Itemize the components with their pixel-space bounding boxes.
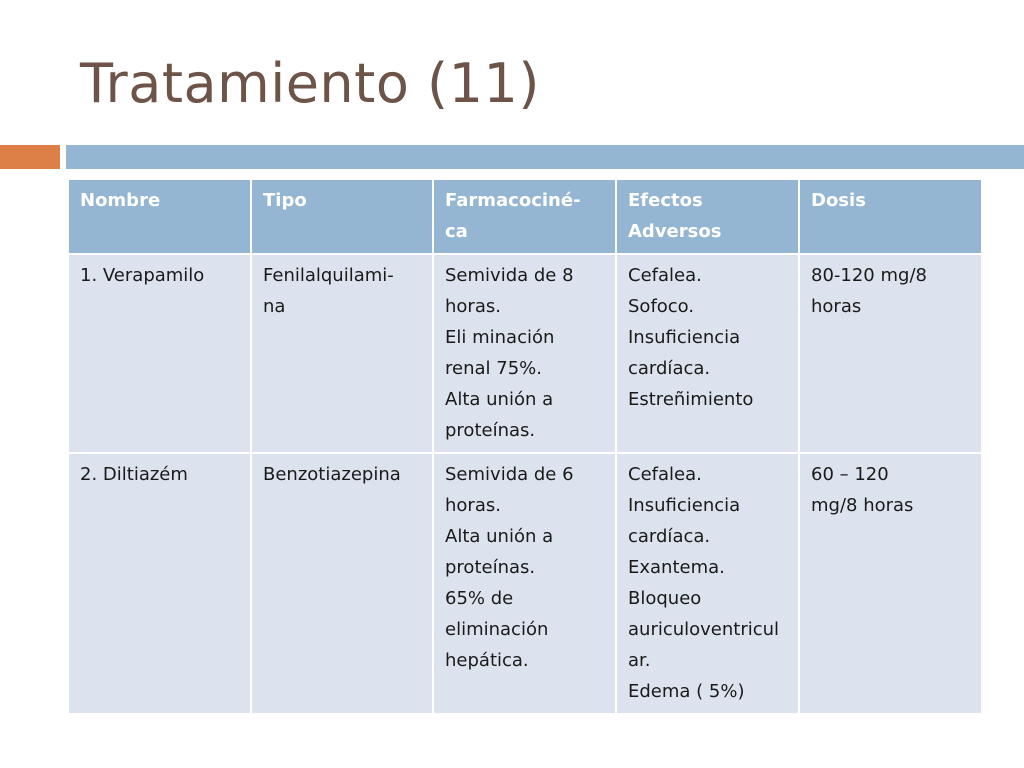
cell-line: Insuficiencia bbox=[628, 327, 741, 348]
header-farmacocinetica bbox=[433, 180, 616, 254]
cell-line: cardíaca. bbox=[628, 526, 711, 547]
cell-line: Cefalea. bbox=[628, 265, 702, 286]
table-row bbox=[69, 453, 982, 714]
cell-dosis bbox=[799, 453, 982, 714]
cell-line: ar. bbox=[628, 650, 651, 671]
cell-line: Exantema. bbox=[628, 557, 725, 578]
cell-line: 2. Diltiazém bbox=[80, 464, 188, 485]
cell-tipo bbox=[251, 453, 433, 714]
header-nombre bbox=[69, 180, 251, 254]
cell-line: horas. bbox=[445, 296, 501, 317]
cell-line: horas. bbox=[445, 495, 501, 516]
cell-line: Insuficiencia bbox=[628, 495, 741, 516]
cell-farmacocinetica bbox=[433, 254, 616, 453]
header-line: Efectos bbox=[628, 190, 703, 211]
header-tipo bbox=[251, 180, 433, 254]
cell-line: 1. Verapamilo bbox=[80, 265, 205, 286]
table-row bbox=[69, 254, 982, 453]
cell-tipo bbox=[251, 254, 433, 453]
cell-line: eliminación bbox=[445, 619, 549, 640]
header-line: Farmacociné- bbox=[445, 190, 581, 211]
cell-line: Edema ( 5%) bbox=[628, 681, 745, 702]
cell-nombre bbox=[69, 453, 251, 714]
cell-line: 60 – 120 bbox=[811, 464, 889, 485]
cell-line: Alta unión a bbox=[445, 389, 554, 410]
header-line: Adversos bbox=[628, 221, 722, 242]
cell-line: auriculoventricul bbox=[628, 619, 780, 640]
cell-line: na bbox=[263, 296, 286, 317]
header-line: ca bbox=[445, 221, 468, 242]
cell-line: renal 75%. bbox=[445, 358, 542, 379]
header-line: Nombre bbox=[80, 190, 161, 211]
cell-efectos-adversos bbox=[616, 453, 799, 714]
cell-line: proteínas. bbox=[445, 557, 536, 578]
cell-nombre bbox=[69, 254, 251, 453]
cell-line: Semivida de 6 bbox=[445, 464, 574, 485]
cell-line: Benzotiazepina bbox=[263, 464, 401, 485]
drug-table bbox=[69, 180, 983, 715]
header-dosis bbox=[799, 180, 982, 254]
cell-line: proteínas. bbox=[445, 420, 536, 441]
cell-efectos-adversos bbox=[616, 254, 799, 453]
table-header-row bbox=[69, 180, 982, 254]
cell-line: 80-120 mg/8 bbox=[811, 265, 927, 286]
header-efectos-adversos bbox=[616, 180, 799, 254]
cell-line: Estreñimiento bbox=[628, 389, 754, 410]
cell-dosis bbox=[799, 254, 982, 453]
slide-title: Tratamiento (11) bbox=[80, 52, 540, 115]
header-line: Tipo bbox=[263, 190, 307, 211]
cell-line: Bloqueo bbox=[628, 588, 702, 609]
cell-line: horas bbox=[811, 296, 862, 317]
cell-line: Alta unión a bbox=[445, 526, 554, 547]
accent-bar-blue bbox=[66, 145, 1024, 169]
accent-bar-orange bbox=[0, 145, 60, 169]
cell-line: Cefalea. bbox=[628, 464, 702, 485]
cell-farmacocinetica bbox=[433, 453, 616, 714]
cell-line: cardíaca. bbox=[628, 358, 711, 379]
cell-line: mg/8 horas bbox=[811, 495, 914, 516]
cell-line: hepática. bbox=[445, 650, 529, 671]
cell-line: Semivida de 8 bbox=[445, 265, 574, 286]
cell-line: 65% de bbox=[445, 588, 514, 609]
cell-line: Fenilalquilami- bbox=[263, 265, 394, 286]
cell-line: Eli minación bbox=[445, 327, 555, 348]
cell-line: Sofoco. bbox=[628, 296, 695, 317]
header-line: Dosis bbox=[811, 190, 866, 211]
